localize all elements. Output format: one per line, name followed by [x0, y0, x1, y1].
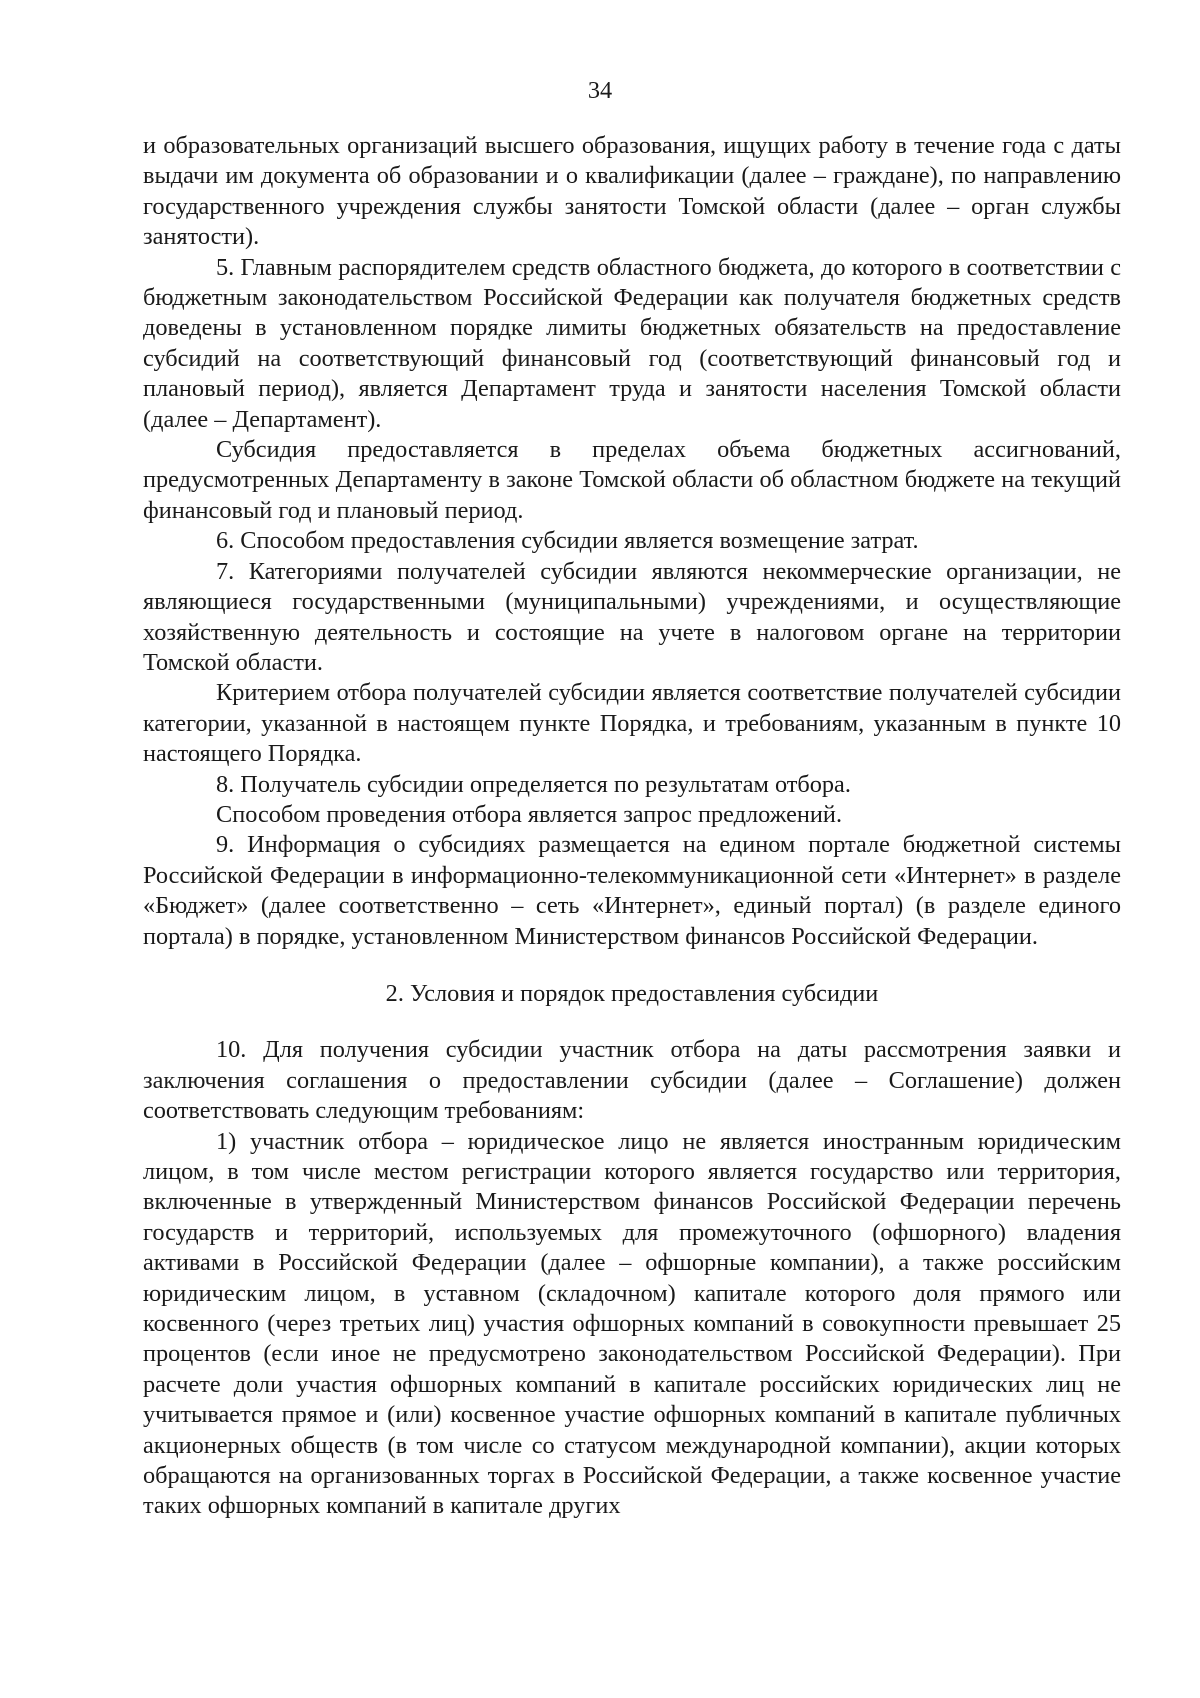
- document-body: [143, 131, 1121, 1522]
- paragraph-continuation: и образовательных организаций высшего образования, ищущих работу в течение года с даты выдачи им документа об образовании и о квалификации (далее – граждане), по направлению государственного учреждения службы занятости Томской области (далее – орган службы занятости).: [143, 132, 1121, 251]
- paragraph-subsidy-limits: Субсидия предоставляется в пределах объема бюджетных ассигнований, предусмотренных Департаменту в законе Томской области об областном бюджете на текущий финансовый год и плановый период.: [143, 436, 1121, 524]
- paragraph-item-8: 8. Получатель субсидии определяется по результатам отбора.: [216, 770, 851, 798]
- section-heading: 2. Условия и порядок предоставления субсидии: [385, 979, 879, 1007]
- paragraph-item-5: 5. Главным распорядителем средств областного бюджета, до которого в соответствии с бюджетным законодательством Российской Федерации как получателя бюджетных средств доведены в установленном порядке лимиты бюджетных обязательств на предоставление субсидий на соответствующий финансовый год (соответствующий финансовый год и плановый период), является Департамент труда и занятости населения Томской области (далее – Департамент).: [143, 253, 1121, 433]
- paragraph-item-6: 6. Способом предоставления субсидии является возмещение затрат.: [216, 527, 919, 555]
- paragraph-item-7: 7. Категориями получателей субсидии являются некоммерческие организации, не являющиеся государственными (муниципальными) учреждениями, и осуществляющие хозяйственную деятельность и состоящие на учете в налоговом органе на территории Томской области.: [143, 557, 1121, 676]
- page-number: 34: [587, 77, 613, 104]
- paragraph-selection-criterion: Критерием отбора получателей субсидии является соответствие получателей субсидии категории, указанной в настоящем пункте Порядка, и требованиям, указанным в пункте 10 настоящего Порядка.: [143, 679, 1121, 768]
- paragraph-subitem-1: 1) участник отбора – юридическое лицо не является иностранным юридическим лицом, в том числе местом регистрации которого является государство или территория, включенные в утвержденный Министерством финансов Российской Федерации перечень государств и территорий, используемых для промежуточного (офшорного) владения активами в Российской Федерации (далее – офшорные компании), а также российским юридическим лицом, в уставном (складочном) капитале которого доля прямого или косвенного (через третьих лиц) участия офшорных компаний в совокупности превышает 25 процентов (если иное не предусмотрено законодательством Российской Федерации). При расчете доли участия офшорных компаний в капитале российских юридических лиц не учитывается прямое и (или) косвенное участие офшорных компаний в капитале публичных акционерных обществ (в том числе со статусом международной компании), акции которых обращаются на организованных торгах в Российской Федерации, а также косвенное участие таких офшорных компаний в капитале других: [143, 1127, 1121, 1520]
- paragraph-item-9: 9. Информация о субсидиях размещается на едином портале бюджетной системы Российской Федерации в информационно-телекоммуникационной сети «Интернет» в разделе «Бюджет» (далее соответственно – сеть «Интернет», единый портал) (в разделе единого портала) в порядке, установленном Министерством финансов Российской Федерации.: [143, 831, 1121, 950]
- paragraph-item-10: 10. Для получения субсидии участник отбора на даты рассмотрения заявки и заключения соглашения о предоставлении субсидии (далее – Соглашение) должен соответствовать следующим требованиям:: [143, 1036, 1121, 1125]
- paragraph-selection-method: Способом проведения отбора является запрос предложений.: [216, 800, 843, 828]
